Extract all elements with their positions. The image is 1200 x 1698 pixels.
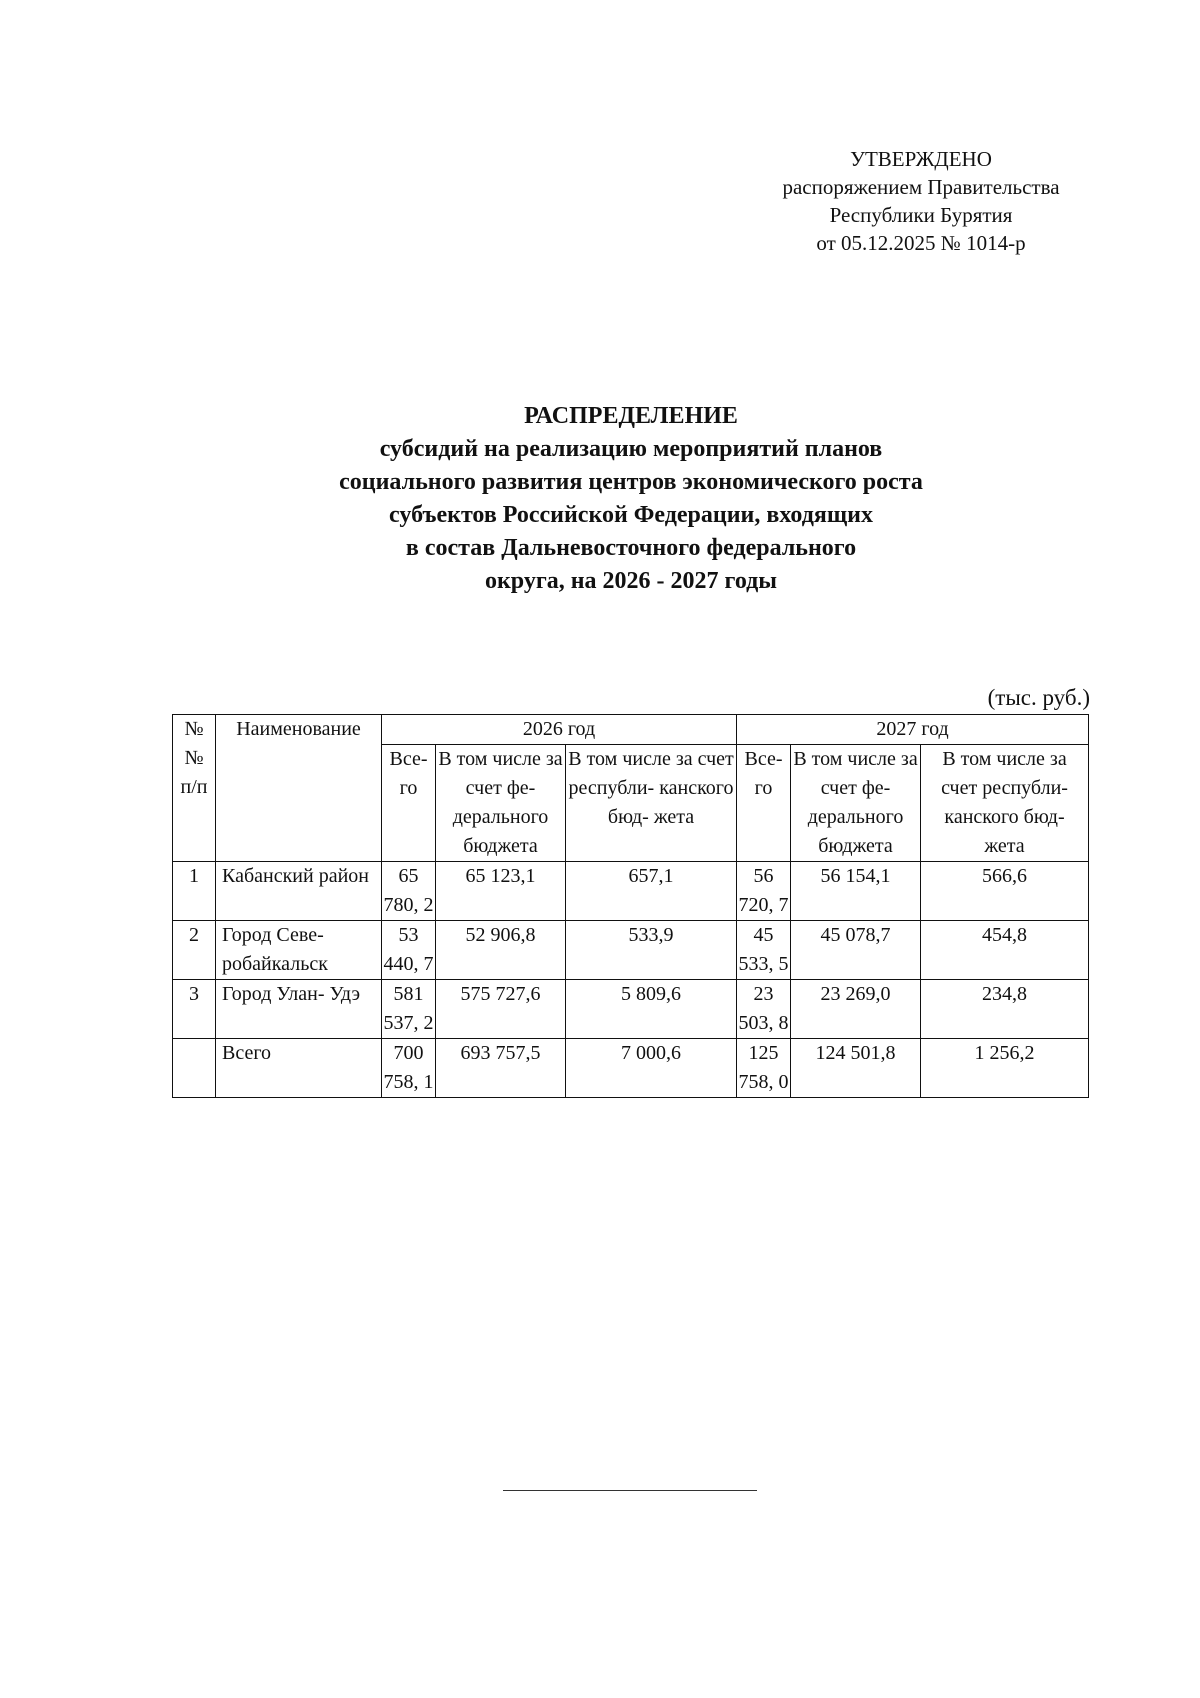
- header-republic-2026: В том числе за счет республи- канского бюд- жета: [566, 745, 737, 862]
- header-row-1: [173, 715, 1089, 745]
- row-republic-2027: 1 256,2: [921, 1039, 1089, 1098]
- row-republic-2027: 234,8: [921, 980, 1089, 1039]
- row-federal-2027: 124 501,8: [791, 1039, 921, 1098]
- header-federal-2026: В том числе за счет фе- дерального бюджета: [436, 745, 566, 862]
- document-title: [0, 400, 1200, 598]
- header-total-2026: Все- го: [382, 745, 436, 862]
- closing-rule: [503, 1490, 757, 1491]
- header-name: Наименование: [216, 715, 382, 862]
- row-republic-2026: 657,1: [566, 862, 737, 921]
- row-total-2026: 53 440, 7: [382, 921, 436, 980]
- row-federal-2027: 23 269,0: [791, 980, 921, 1039]
- approval-heading: УТВЕРЖДЕНО: [850, 147, 992, 171]
- row-federal-2027: 45 078,7: [791, 921, 921, 980]
- row-num: 3: [173, 980, 216, 1039]
- row-total-2027: 45 533, 5: [737, 921, 791, 980]
- row-republic-2027: 454,8: [921, 921, 1089, 980]
- row-name: Кабанский район: [216, 862, 382, 921]
- row-num: [173, 1039, 216, 1098]
- row-republic-2027: 566,6: [921, 862, 1089, 921]
- title-line-3: социального развития центров экономического роста: [339, 469, 923, 495]
- title-line-6: округа, на 2026 - 2027 годы: [484, 568, 778, 594]
- row-total-2027: 125 758, 0: [737, 1039, 791, 1098]
- row-num: 2: [173, 921, 216, 980]
- row-republic-2026: 5 809,6: [566, 980, 737, 1039]
- title-line-4: субъектов Российской Федерации, входящих: [389, 502, 873, 528]
- title-line-5: в состав Дальневосточного федерального: [405, 535, 857, 561]
- row-republic-2026: 533,9: [566, 921, 737, 980]
- row-total-2026: 700 758, 1: [382, 1039, 436, 1098]
- approval-date-number: от 05.12.2025 № 1014-р: [816, 231, 1026, 255]
- table-row: [173, 862, 1089, 921]
- approval-issuer: распоряжением Правительства: [782, 175, 1060, 199]
- header-year-2027: 2027 год: [737, 715, 1089, 745]
- table-row: [173, 980, 1089, 1039]
- header-federal-2027: В том числе за счет фе- дерального бюджета: [791, 745, 921, 862]
- row-name: Город Улан- Удэ: [216, 980, 382, 1039]
- row-total-2027: 56 720, 7: [737, 862, 791, 921]
- distribution-table: [172, 714, 1089, 1098]
- row-federal-2026: 65 123,1: [436, 862, 566, 921]
- title-line-1: РАСПРЕДЕЛЕНИЕ: [524, 403, 738, 429]
- row-federal-2027: 56 154,1: [791, 862, 921, 921]
- units-label: (тыс. руб.): [987, 685, 1090, 710]
- row-total-2026: 581 537, 2: [382, 980, 436, 1039]
- row-total-2026: 65 780, 2: [382, 862, 436, 921]
- title-line-2: субсидий на реализацию мероприятий планов: [379, 436, 883, 462]
- row-federal-2026: 693 757,5: [436, 1039, 566, 1098]
- row-name: Всего: [216, 1039, 382, 1098]
- approval-stamp: [748, 145, 1094, 257]
- row-federal-2026: 575 727,6: [436, 980, 566, 1039]
- table-row: [173, 921, 1089, 980]
- header-republic-2027: В том числе за счет республи- канского бюд- жета: [921, 745, 1089, 862]
- table-total-row: [173, 1039, 1089, 1098]
- row-name: Город Севе- робайкальск: [216, 921, 382, 980]
- header-year-2026: 2026 год: [382, 715, 737, 745]
- row-federal-2026: 52 906,8: [436, 921, 566, 980]
- header-total-2027: Все- го: [737, 745, 791, 862]
- row-republic-2026: 7 000,6: [566, 1039, 737, 1098]
- row-num: 1: [173, 862, 216, 921]
- header-num: № № п/п: [173, 715, 216, 862]
- approval-region: Республики Бурятия: [829, 203, 1013, 227]
- row-total-2027: 23 503, 8: [737, 980, 791, 1039]
